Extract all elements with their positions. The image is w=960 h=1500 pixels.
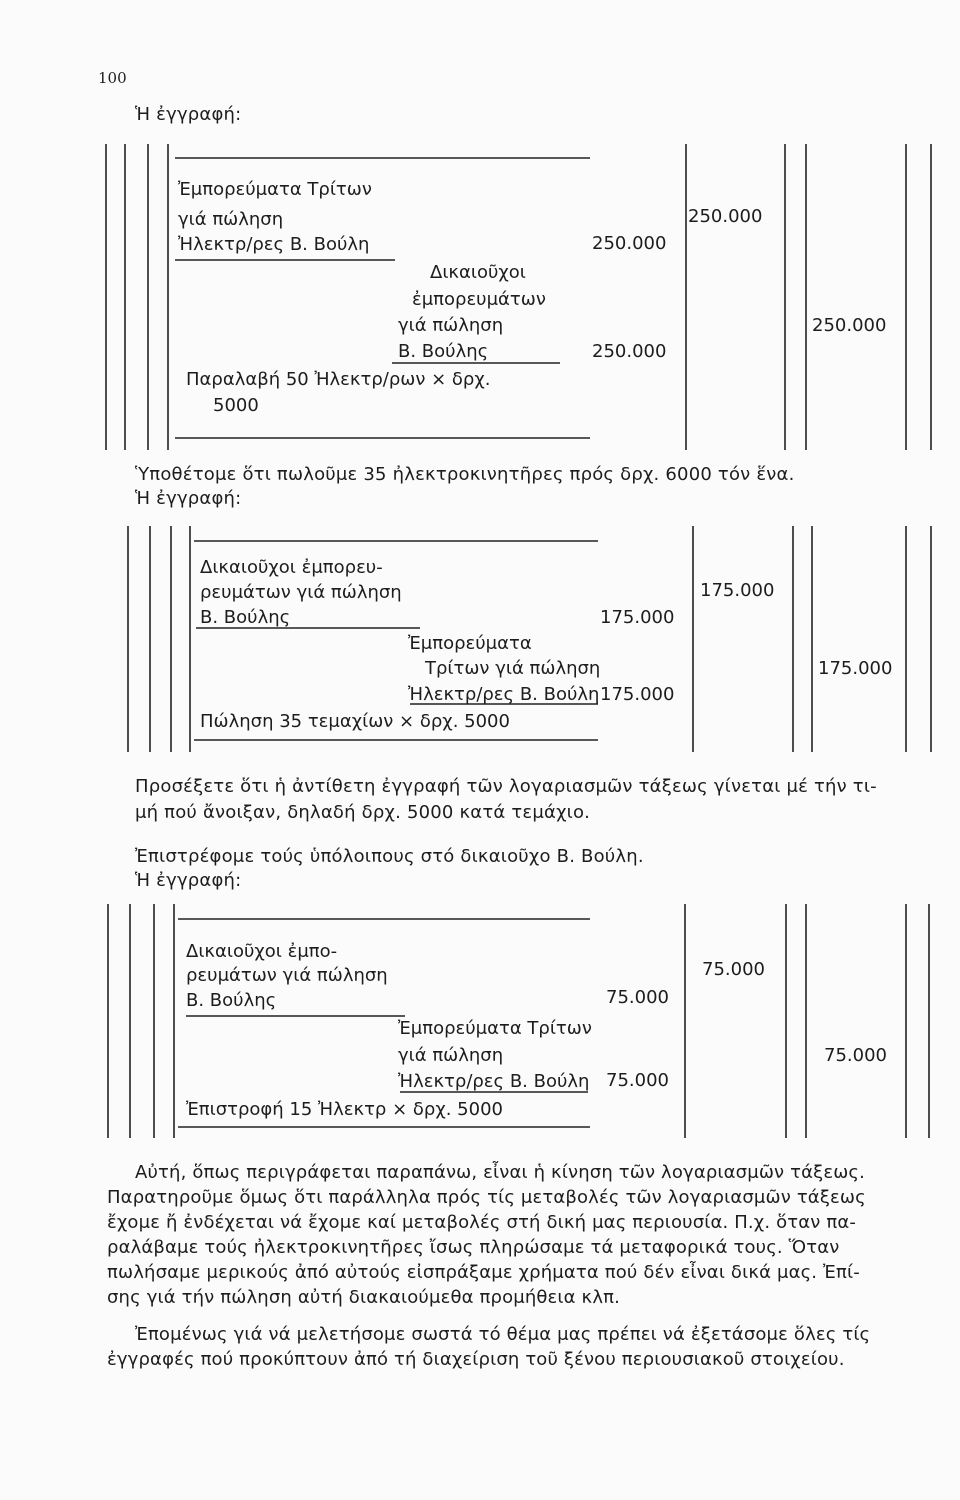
entry-note: Πώληση 35 τεμαχίων × δρχ. 5000: [200, 711, 510, 732]
paragraph: Ὑποθέτομε ὅτι πωλοῦμε 35 ἠλεκτροκινητῆρες πρός δρχ. 6000 τόν ἕνα.: [135, 464, 795, 485]
debit-total: 250.000: [688, 206, 763, 227]
credit-account-line: γιά πώληση: [398, 1045, 504, 1066]
credit-total: 75.000: [824, 1045, 887, 1066]
debit-account-line: Ἠλεκτρ/ρες Β. Βούλη: [178, 234, 370, 255]
credit-account-line: γιά πώληση: [398, 315, 504, 336]
paragraph-line: Παρατηροῦμε ὅμως ὅτι παράλληλα πρός τίς μεταβολές τῶν λογαριασμῶν τάξεως: [107, 1187, 866, 1208]
credit-account-line: ἐμπορευμάτων: [412, 289, 546, 310]
credit-account-line: Τρίτων γιά πώληση: [425, 658, 601, 679]
debit-account-line: ρευμάτων γιά πώληση: [186, 965, 388, 986]
sub-amount: 75.000: [606, 1070, 669, 1091]
debit-account-line: Β. Βούλης: [200, 607, 291, 628]
sub-amount: 175.000: [600, 607, 675, 628]
page-number: 100: [98, 69, 127, 87]
credit-account-line: Ἠλεκτρ/ρες Β. Βούλη: [398, 1071, 590, 1092]
sub-amount: 250.000: [592, 341, 667, 362]
credit-account-line: Β. Βούλης: [398, 341, 489, 362]
paragraph-line: πωλήσαμε μερικούς ἀπό αὐτούς εἰσπράξαμε χρήματα πού δέν εἶναι δικά μας. Ἐπί-: [107, 1262, 860, 1283]
entry-note: 5000: [213, 395, 259, 416]
debit-total: 175.000: [700, 580, 775, 601]
paragraph-line: Προσέξετε ὅτι ἡ ἀντίθετη ἐγγραφή τῶν λογαριασμῶν τάξεως γίνεται μέ τήν τι-: [135, 776, 877, 797]
credit-account-line: Ἠλεκτρ/ρες Β. Βούλη: [408, 684, 600, 705]
debit-account-line: Ἐμπορεύματα Τρίτων: [178, 179, 372, 200]
credit-account-line: Ἐμπορεύματα Τρίτων: [398, 1018, 592, 1039]
sub-amount: 75.000: [606, 987, 669, 1008]
paragraph-line: μή πού ἄνοιξαν, δηλαδή δρχ. 5000 κατά τεμάχιο.: [135, 802, 591, 823]
entry-intro-label: Ἡ ἐγγραφή:: [135, 104, 242, 125]
credit-account-line: Ἐμπορεύματα: [408, 633, 532, 654]
entry-note: Ἐπιστροφή 15 Ἠλεκτρ × δρχ. 5000: [186, 1099, 503, 1120]
credit-account-line: Δικαιοῦχοι: [430, 262, 526, 283]
paragraph-line: Ἐπομένως γιά νά μελετήσομε σωστά τό θέμα μας πρέπει νά ἐξετάσομε ὅλες τίς: [135, 1324, 871, 1345]
paragraph-line: Αὐτή, ὅπως περιγράφεται παραπάνω, εἶναι ἡ κίνηση τῶν λογαριασμῶν τάξεως.: [135, 1162, 866, 1183]
sub-amount: 250.000: [592, 233, 667, 254]
sub-amount: 175.000: [600, 684, 675, 705]
entry-intro-label: Ἡ ἐγγραφή:: [135, 870, 242, 891]
paragraph-line: ραλάβαμε τούς ἠλεκτροκινητῆρες ἴσως πληρώσαμε τά μεταφορικά τους. Ὅταν: [107, 1237, 840, 1258]
debit-total: 75.000: [702, 959, 765, 980]
entry-intro-label: Ἡ ἐγγραφή:: [135, 488, 242, 509]
paragraph: Ἐπιστρέφομε τούς ὑπόλοιπους στό δικαιοῦχο Β. Βούλη.: [135, 846, 644, 867]
credit-total: 175.000: [818, 658, 893, 679]
credit-total: 250.000: [812, 315, 887, 336]
debit-account-line: Δικαιοῦχοι ἐμπορευ-: [200, 557, 383, 578]
debit-account-line: Β. Βούλης: [186, 990, 277, 1011]
paragraph-line: ἔχομε ἤ ἐνδέχεται νά ἔχομε καί μεταβολές στή δική μας περιουσία. Π.χ. ὅταν πα-: [107, 1212, 856, 1233]
debit-account-line: ρευμάτων γιά πώληση: [200, 582, 402, 603]
paragraph-line: σης γιά τήν πώληση αὐτή διακαιούμεθα προμήθεια κλπ.: [107, 1287, 620, 1308]
debit-account-line: Δικαιοῦχοι ἐμπο-: [186, 941, 338, 962]
paragraph-line: ἐγγραφές πού προκύπτουν ἀπό τή διαχείριση τοῦ ξένου περιουσιακοῦ στοιχείου.: [107, 1349, 845, 1370]
entry-note: Παραλαβή 50 Ἠλεκτρ/ρων × δρχ.: [186, 369, 491, 390]
debit-account-line: γιά πώληση: [178, 209, 284, 230]
